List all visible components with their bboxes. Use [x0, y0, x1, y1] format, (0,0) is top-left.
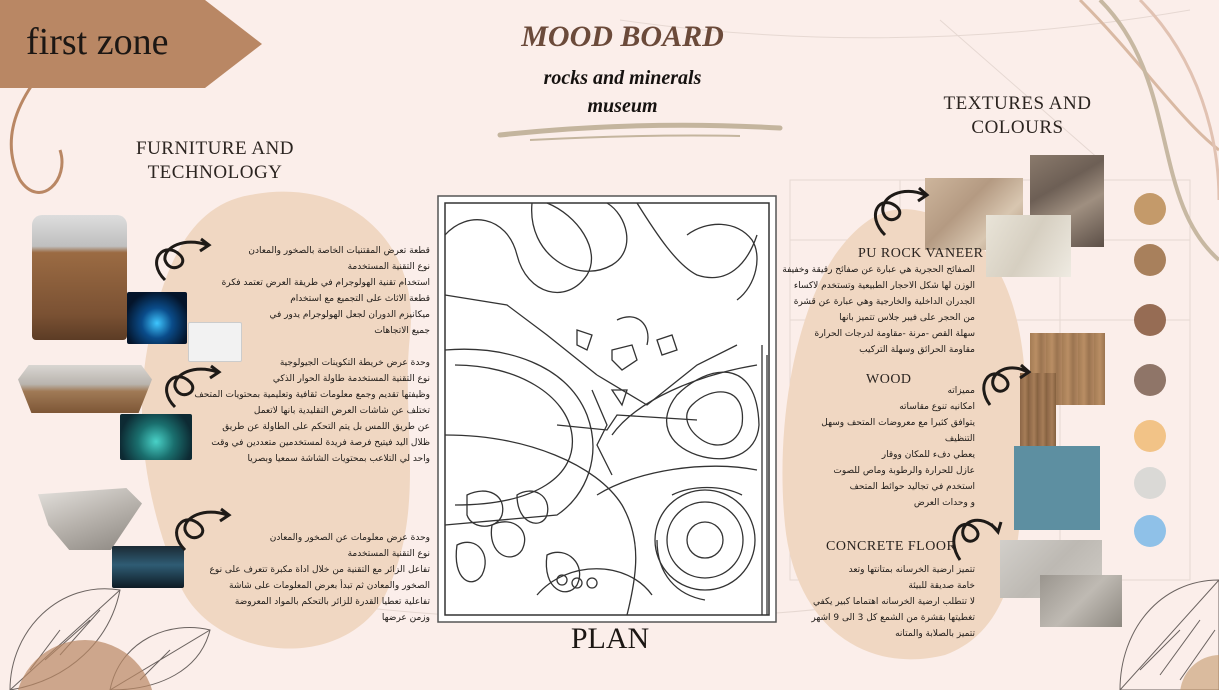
hologram-projection-photo — [127, 292, 187, 344]
text-line: وحدة عرض خريطة التكوينات الجيولوجية — [279, 358, 430, 368]
floor-plan-drawing — [437, 195, 777, 623]
text-line: ظلال اليد فيتيح فرصة فريدة لمستخدمين متعددين في وقت — [211, 438, 430, 448]
plan-label: PLAN — [570, 622, 650, 655]
text-line: مميزاته — [947, 386, 975, 396]
interactive-table-photo — [18, 365, 152, 413]
text-line: الوزن لها شكل الاحجار الطبيعية وتستخدم لاكساء — [793, 281, 975, 291]
text-line: يتوافق كثيرا مع معروضات المتحف وسهل — [821, 418, 975, 428]
arrow-icon — [975, 360, 1035, 410]
pu-rock-title: PU ROCK VANEER — [858, 246, 984, 261]
text-line: تغطيتها بقشرة من الشمع كل 3 الى 9 اشهر — [811, 613, 975, 623]
pu-rock-text — [775, 262, 975, 358]
text-line: امكانيه تنوع مقاساته — [899, 402, 975, 412]
furniture-item-3-text — [175, 530, 430, 626]
concrete-text — [775, 562, 975, 642]
color-swatch — [1134, 515, 1166, 547]
text-line: استخدام تقنية الهولوجرام في طريقة العرض تعتمد فكرة — [221, 278, 430, 288]
color-swatch — [1134, 193, 1166, 225]
text-line: ميكانيزم الدوران لجعل الهولوجرام يدور في — [269, 310, 430, 320]
color-swatch — [1134, 467, 1166, 499]
teal-panel-sample — [1014, 446, 1100, 530]
color-swatch — [1134, 304, 1166, 336]
text-line: و وحدات العرض — [913, 498, 975, 508]
arrow-icon — [945, 510, 1005, 565]
text-line: تختلف عن شاشات العرض التقليدية بانها لاتعمل — [253, 406, 430, 416]
concrete-title: CONCRETE FLOOR — [826, 539, 957, 554]
text-line: عازل للحرارة والرطوبة وماص للصوت — [833, 466, 975, 476]
text-line: عن طريق اللمس بل يتم التحكم على الطاولة عن طريق — [222, 422, 430, 432]
text-line: قطعة الاثاث على التجميع مع استخدام — [290, 294, 430, 304]
text-line: جميع الاتجاهات — [374, 326, 430, 336]
concrete-texture-sample-2 — [1040, 575, 1122, 627]
arrow-icon — [865, 185, 935, 240]
furniture-item-1-text — [190, 243, 430, 339]
color-swatch — [1134, 420, 1166, 452]
text-line: وزمن عرضها — [381, 613, 430, 623]
text-line: خامة صديقة للبيئة — [908, 581, 975, 591]
text-line: الصفائح الحجرية هي عبارة عن صفائح رقيقة وخفيفة — [782, 265, 975, 275]
text-line: التنظيف — [944, 434, 975, 444]
furniture-item-2-text — [165, 355, 430, 467]
furniture-heading-line-1: FURNITURE AND — [136, 138, 294, 159]
text-line: تفاعل الزائر مع التقنية من خلال اداة مكبرة تتعرف على نوع — [209, 565, 430, 575]
zone-title: first zone — [26, 21, 169, 63]
text-line: مقاومة الحرائق وسهلة التركيب — [859, 345, 975, 355]
textures-heading-line-2: COLOURS — [971, 117, 1064, 138]
wood-text — [775, 383, 975, 511]
text-line: نوع التقنية المستخدمة — [347, 549, 430, 559]
text-line: تفاعلية تعطيا القدرة للزائر بالتحكم بالمواد المعروضة — [234, 597, 430, 607]
text-line: سهلة القص -مرنة -مقاومة لدرجات الحرارة — [814, 329, 975, 339]
text-line: نوع التقنية المستخدمة طاولة الحوار الذكي — [272, 374, 430, 384]
text-line: الصخور والمعادن ثم تبدأ بعرض المعلومات على شاشة — [229, 581, 430, 591]
stone-texture-sample-3 — [986, 215, 1071, 277]
textures-heading — [920, 92, 1115, 140]
text-line: يعطي دفء للمكان ووقار — [881, 450, 975, 460]
subtitle-line-2: museum — [587, 95, 658, 117]
furniture-heading-line-2: TECHNOLOGY — [147, 162, 283, 183]
text-line: الجدران الداخلية والخارجية وهي عبارة عن قشرة — [793, 297, 975, 307]
text-line: وظيفتها تقديم وجمع معلومات ثقافية وتعليمية بمحتويات المتحف — [194, 390, 430, 400]
color-swatch — [1134, 244, 1166, 276]
mood-board-subtitle — [505, 64, 740, 120]
text-line: من الحجر على فيبر جلاس تتميز بانها — [839, 313, 975, 323]
hologram-display-unit-photo — [32, 215, 127, 340]
wood-title: WOOD — [866, 372, 912, 387]
subtitle-line-1: rocks and minerals — [543, 67, 702, 89]
color-swatch — [1134, 364, 1166, 396]
furniture-heading — [115, 137, 315, 185]
textures-heading-line-1: TEXTURES AND — [943, 93, 1092, 114]
mood-board-title: MOOD BOARD — [521, 20, 724, 53]
text-line: نوع التقنية المستخدمة — [347, 262, 430, 272]
text-line: استخدم في تجاليد حوائط المتحف — [849, 482, 975, 492]
text-line: قطعة تعرض المقتنيات الخاصة بالصخور والمعادن — [248, 246, 430, 256]
text-line: لا تتطلب ارضية الخرسانه اهتماما كبير يكفي — [812, 597, 975, 607]
text-line: واحد لي التلاعب بمحتويات الشاشة سمعيا وبصريا — [247, 454, 430, 464]
text-line: وحدة عرض معلومات عن الصخور والمعادن — [269, 533, 430, 543]
text-line: تتميز ارضية الخرسانه بمتانتها وتعد — [848, 565, 975, 575]
text-line: تتميز بالصلابة والمتانه — [895, 629, 975, 639]
